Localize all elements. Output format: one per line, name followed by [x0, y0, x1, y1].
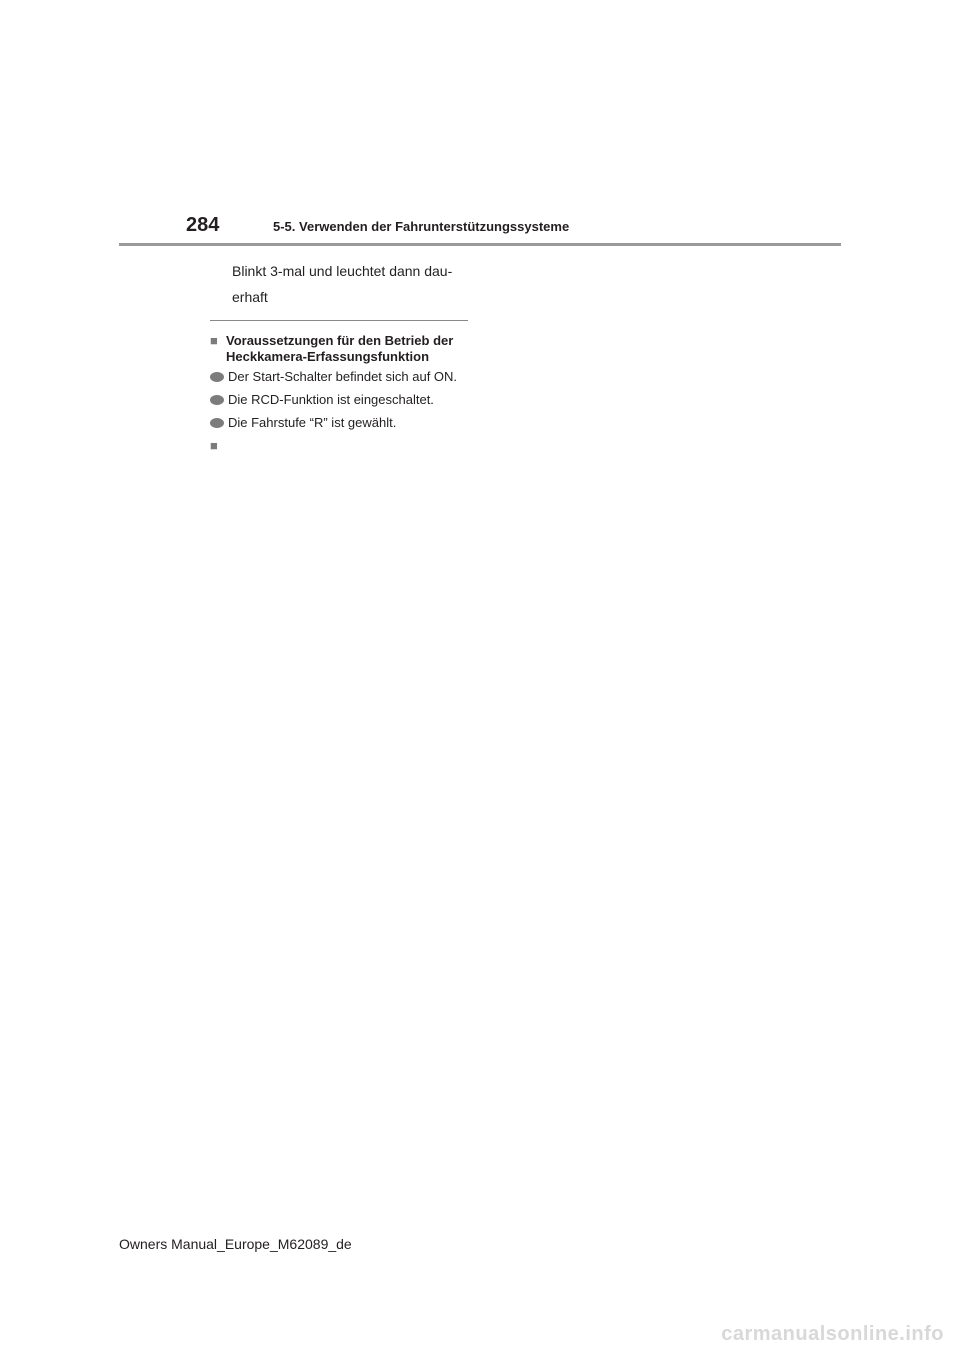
bullet-gear-r-text: [228, 415, 396, 431]
bullet-line: Der Start-Schalter befindet sich auf ON.: [228, 369, 458, 384]
bullet-line: Die Fahrstufe “R” ist gewählt.: [228, 415, 397, 430]
footer-doc-name: Owners Manual_Europe_M62089_de: [119, 1236, 352, 1252]
square-bullet-icon: ■: [210, 333, 218, 348]
bullet-start-switch-text: [228, 369, 457, 385]
lead-text: [232, 258, 468, 310]
bullet-line: Die RCD-Funktion ist eingeschaltet.: [228, 392, 434, 407]
heading-line: Voraussetzungen für den Betrieb der: [226, 333, 454, 348]
heading-line: Heckkamera-Erfassungsfunktion: [226, 349, 430, 364]
circle-bullet-icon: [210, 395, 224, 405]
watermark-brand: carmanualsonline.info: [721, 1323, 944, 1345]
heading-volume: [210, 438, 468, 454]
circle-bullet-icon: [210, 418, 224, 428]
left-column: [210, 258, 468, 458]
bullet-rcd-text: [228, 392, 434, 408]
page-number: 284: [186, 214, 220, 236]
bullet-gear-r: [210, 415, 468, 431]
lead-line: erhaft: [232, 289, 268, 305]
bullet-start-switch: [210, 369, 468, 385]
heading-requirements: [210, 333, 468, 365]
section-title: 5-5. Verwenden der Fahrunterstützungssysteme: [273, 219, 570, 234]
heading-requirements-text: [226, 333, 453, 365]
bullet-rcd: [210, 392, 468, 408]
square-bullet-icon: ■: [210, 438, 218, 453]
header-rule: [119, 243, 841, 246]
circle-bullet-icon: [210, 372, 224, 382]
separator: [210, 320, 468, 321]
lead-line: Blinkt 3-mal und leuchtet dann dau-: [232, 263, 453, 279]
